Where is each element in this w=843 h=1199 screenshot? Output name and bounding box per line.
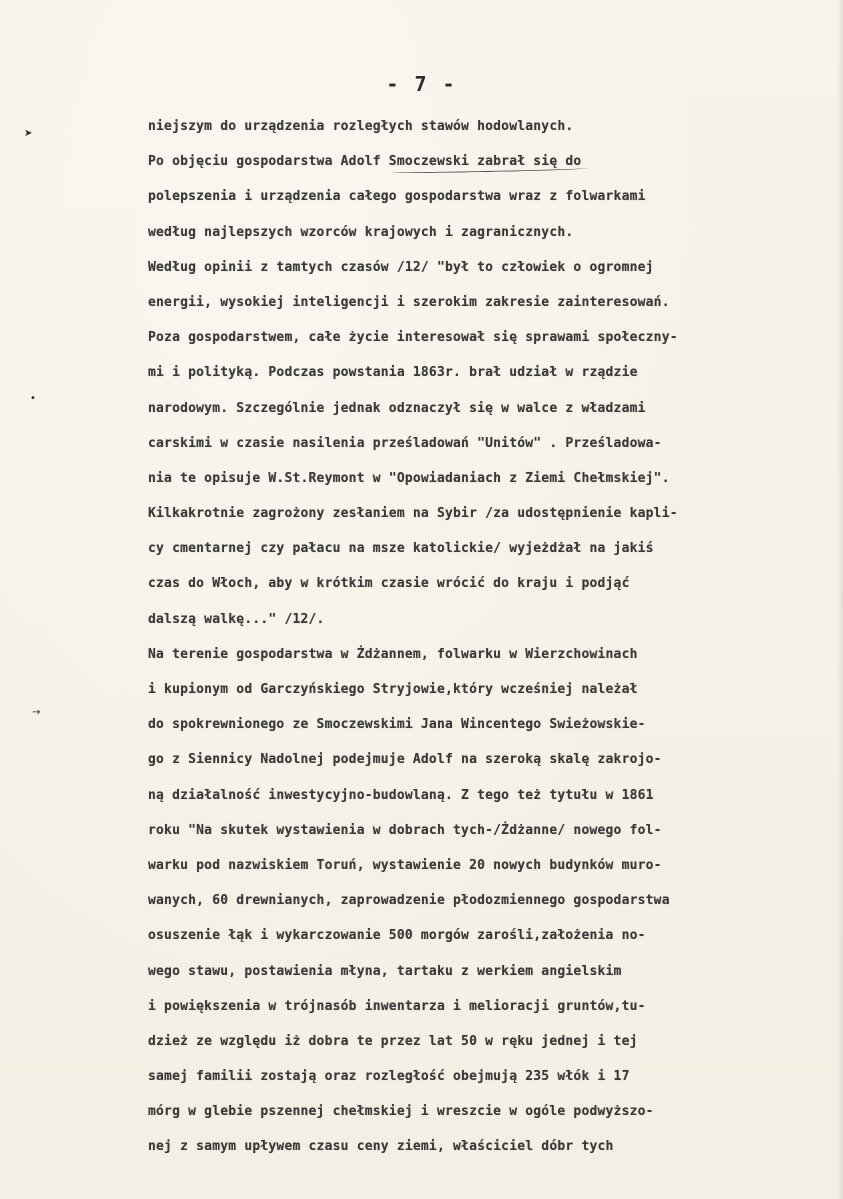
text-line: niejszym do urządzenia rozległych stawów hodowlanych. [148, 119, 574, 134]
text-line: Po objęciu gospodarstwa Adolf Smoczewski zabrał się do [148, 154, 582, 170]
text-line: polepszenia i urządzenia całego gospodarstwa wraz z folwarkami [148, 189, 646, 205]
text-line: wego stawu, postawienia młyna, tartaku z werkiem angielskim [148, 963, 622, 979]
text-line: nej z samym upływem czasu ceny ziemi, właściciel dóbr tych [148, 1139, 614, 1155]
text-line: Kilkakrotnie zagrożony zesłaniem na Sybir /za udostępnienie kapli- [148, 506, 678, 522]
text-line: do spokrewnionego ze Smoczewskimi Jana Wincentego Swieżowskie- [148, 717, 646, 733]
text-line: Poza gospodarstwem, całe życie interesował się sprawami społeczny- [148, 330, 678, 346]
page-number: - 7 - [386, 72, 457, 96]
text-line: dzież ze względu iż dobra te przez lat 50 w ręku jednej i tej [148, 1033, 638, 1049]
text-line: warku pod nazwiskiem Toruń, wystawienie 20 nowych budynków muro- [148, 857, 662, 873]
margin-mark-icon: → [32, 707, 41, 718]
text-line: ną działalność inwestycyjno-budowlaną. Z tego też tytułu w 1861 [148, 787, 654, 803]
text-line: samej familii zostają oraz rozległość obejmują 235 włók i 17 [148, 1069, 630, 1085]
text-line: według najlepszych wzorców krajowych i zagranicznych. [148, 224, 574, 240]
text-line: i powiększenia w trójnasób inwentarza i melioracji gruntów,tu- [148, 998, 646, 1014]
text-line: wanych, 60 drewnianych, zaprowadzenie płodozmiennego gospodarstwa [148, 893, 670, 909]
text-line: nia te opisuje W.St.Reymont w "Opowiadaniach z Ziemi Chełmskiej". [148, 470, 670, 486]
margin-mark-icon: • [30, 393, 36, 404]
text-line: dalszą walkę..." /12/. [148, 611, 325, 627]
text-line: mi i polityką. Podczas powstania 1863r. brał udział w rządzie [148, 365, 638, 381]
text-line: energii, wysokiej inteligencji i szerokim zakresie zainteresowań. [148, 294, 670, 310]
page-edge-shadow [837, 0, 843, 1199]
text-line: carskimi w czasie nasilenia prześladowań "Unitów" . Prześladowa- [148, 435, 662, 451]
text-line: mórg w glebie pszennej chełmskiej i wreszcie w ogóle podwyższo- [148, 1104, 654, 1120]
text-line: roku "Na skutek wystawienia w dobrach tych-/Żdżanne/ nowego fol- [148, 822, 662, 838]
text-line: czas do Włoch, aby w krótkim czasie wrócić do kraju i podjąć [148, 576, 630, 592]
text-line: narodowym. Szczególnie jednak odznaczył się w walce z władzami [148, 400, 646, 416]
text-line: Według opinii z tamtych czasów /12/ "był to człowiek o ogromnej [148, 259, 654, 275]
body-text [148, 109, 840, 1165]
text-line: Na terenie gospodarstwa w Żdżannem, folwarku w Wierzchowinach [148, 646, 638, 662]
margin-mark-icon: ➤ [24, 128, 33, 139]
text-line: go z Siennicy Nadolnej podejmuje Adolf na szeroką skalę zakrojo- [148, 752, 662, 768]
text-line: cy cmentarnej czy pałacu na msze katolickie/ wyjeżdżał na jakiś [148, 541, 654, 557]
text-line: osuszenie łąk i wykarczowanie 500 morgów zarośli,założenia no- [148, 928, 646, 944]
text-line: i kupionym od Garczyńskiego Stryjowie,który wcześniej należał [148, 682, 638, 697]
